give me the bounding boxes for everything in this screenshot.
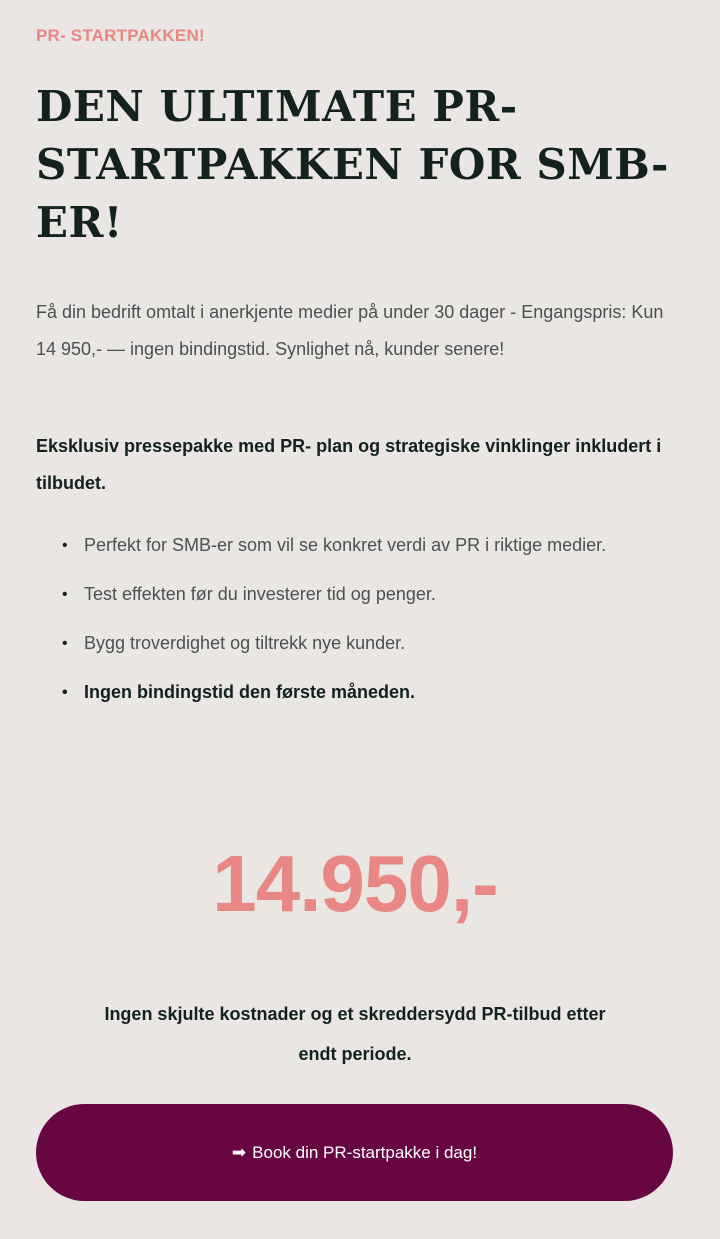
intro-text: Få din bedrift omtalt i anerkjente medier på under 30 dager - Engangspris: Kun 14 950,- — ingen bindingstid. Synlighet nå, kunder senere!	[36, 302, 664, 359]
list-item-text: Test effekten før du investerer tid og penger.	[84, 584, 436, 604]
list-item	[62, 576, 664, 613]
pricing-note: Ingen skjulte kostnader og et skreddersydd PR-tilbud etter endt periode.	[104, 1004, 606, 1064]
list-item	[62, 625, 664, 662]
list-item-text: Ingen bindingstid den første måneden.	[84, 682, 416, 702]
book-startpakke-button[interactable]	[36, 1104, 673, 1201]
list-item-text: Bygg troverdighet og tiltrekk nye kunder.	[84, 633, 406, 653]
eyebrow-label: PR- STARTPAKKEN!	[36, 26, 205, 45]
list-item	[62, 674, 664, 711]
bullet-icon: •	[62, 586, 68, 603]
bullet-icon: •	[62, 684, 68, 701]
page-title: DEN ULTIMATE PR-STARTPAKKEN FOR SMB-ER!	[36, 82, 669, 247]
list-item-text: Perfekt for SMB-er som vil se konkret verdi av PR i riktige medier.	[84, 535, 607, 555]
book-button-label: Book din PR-startpakke i dag!	[252, 1142, 478, 1162]
list-item	[62, 527, 664, 564]
highlight-text: Eksklusiv pressepakke med PR- plan og strategiske vinklinger inkludert i tilbudet.	[36, 436, 662, 493]
price-display: 14.950,-	[212, 839, 498, 928]
arrow-right-icon: ➡	[231, 1143, 247, 1162]
bullet-icon: •	[62, 635, 68, 652]
benefits-list	[62, 527, 664, 723]
bullet-icon: •	[62, 537, 68, 554]
